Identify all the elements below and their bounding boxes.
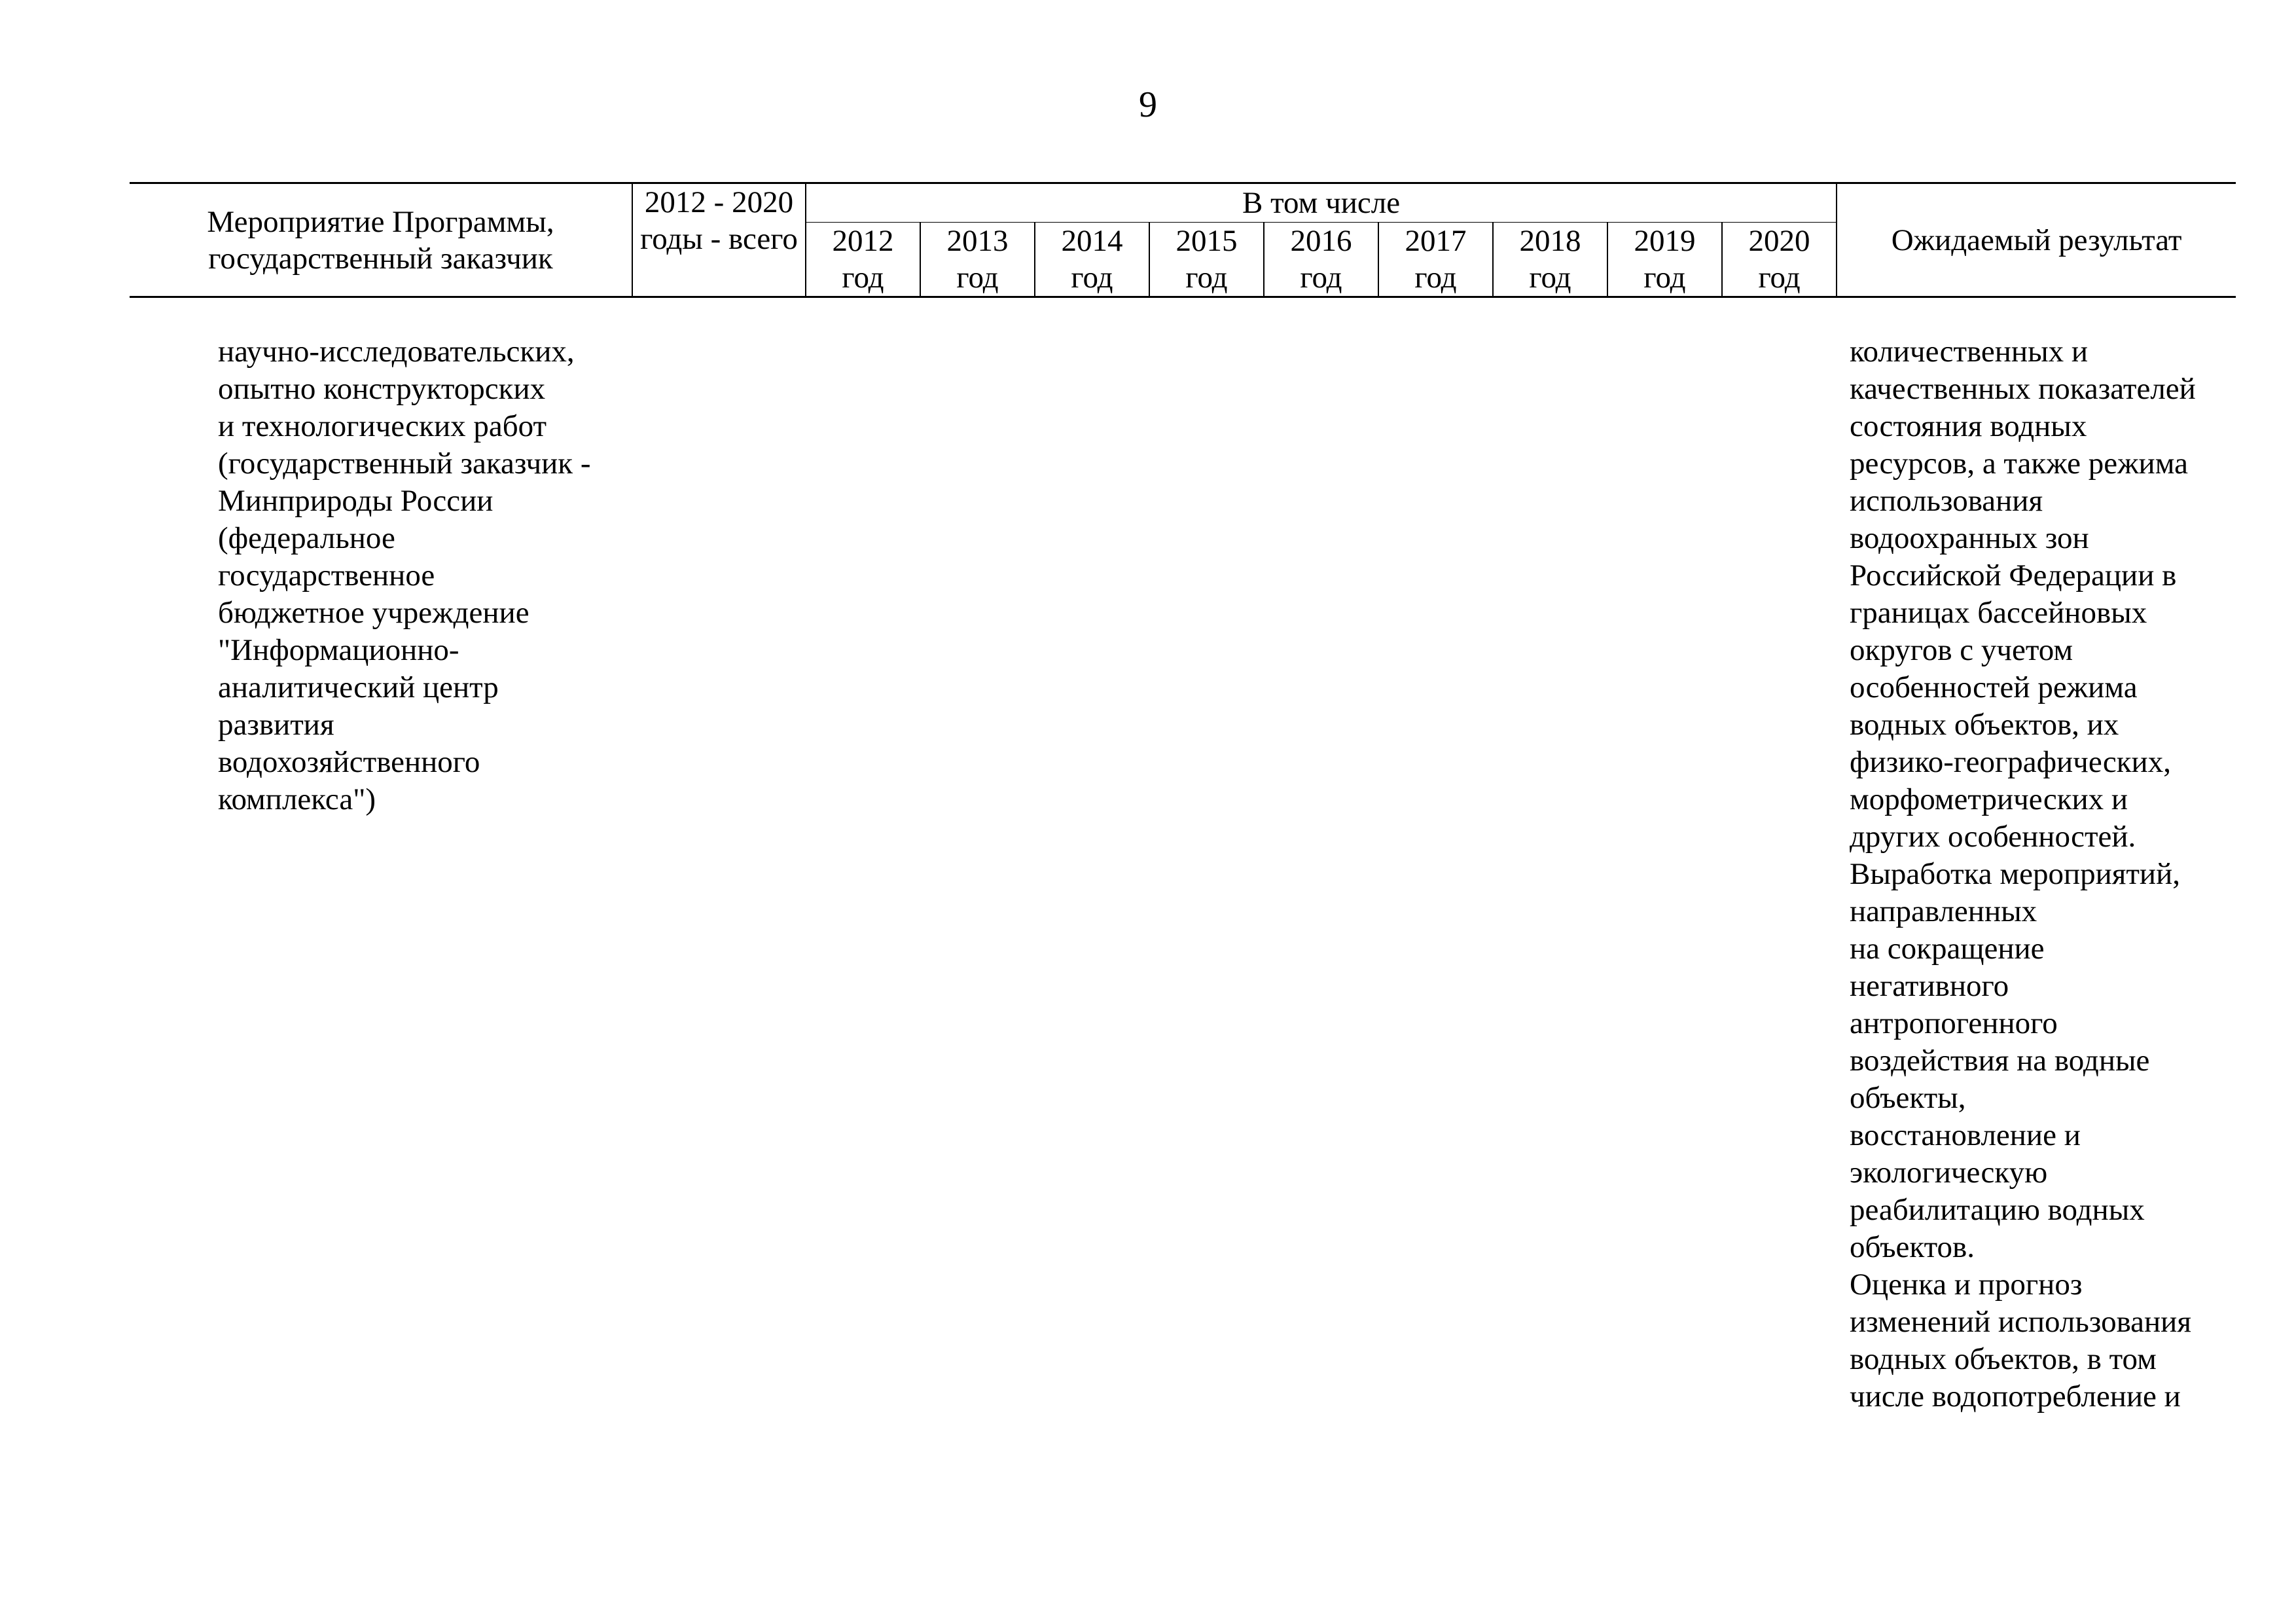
year-number: 2019 [1634,224,1696,258]
result-text-line: восстановление и [1850,1118,2081,1152]
result-text-line: объекты, [1850,1081,1966,1115]
result-text-line: Российской Федерации в [1850,558,2177,593]
measure-text-line: опытно конструкторских [218,372,546,406]
header-year-2019 [1607,223,1722,297]
measure-text-line: государственное [218,558,435,593]
result-text-line: изменений использования [1850,1305,2191,1339]
result-text-line: Выработка мероприятий, [1850,857,2180,891]
year-number: 2012 [832,224,894,258]
result-text-line: других особенностей. [1850,820,2136,854]
result-text-line: направленных [1850,894,2037,928]
result-text-line: экологическую [1850,1156,2048,1190]
year-number: 2020 [1748,224,1810,258]
expected-result-description [1850,333,2242,1415]
result-text-line: морфометрических и [1850,782,2128,816]
result-text-line: на сокращение [1850,932,2045,966]
header-year-2016 [1264,223,1378,297]
year-word: год [956,261,999,295]
result-text-line: водных объектов, в том [1850,1342,2157,1376]
measure-text-line: Минприроды России [218,484,493,518]
result-text-line: водных объектов, их [1850,708,2119,742]
measure-text-line: "Информационно- [218,633,459,667]
result-text-line: водоохранных зон [1850,521,2089,555]
year-number: 2018 [1519,224,1581,258]
result-text-line: состояния водных [1850,409,2087,443]
measure-text-line: аналитический центр [218,670,499,704]
measure-text-line: и технологических работ [218,409,547,443]
measure-text-line: (государственный заказчик - [218,447,591,481]
header-total-column: 2012 - 2020 годы - всего [632,183,806,297]
result-text-line: ресурсов, а также режима [1850,447,2188,481]
result-text-line: реабилитацию водных [1850,1193,2145,1227]
result-text-line: использования [1850,484,2043,518]
table-header [130,182,2236,298]
result-text-line: воздействия на водные [1850,1044,2150,1078]
year-word: год [1643,261,1686,295]
measure-text-line: научно-исследовательских, [218,335,575,369]
result-text-line: объектов. [1850,1230,1975,1264]
year-number: 2014 [1061,224,1123,258]
header-year-2017 [1378,223,1493,297]
year-word: год [1529,261,1571,295]
header-group-label: В том числе [806,183,1837,223]
result-text-line: качественных показателей [1850,372,2196,406]
result-text-line: границах бассейновых [1850,596,2147,630]
header-year-2015 [1149,223,1264,297]
header-year-2018 [1493,223,1607,297]
year-word: год [1414,261,1457,295]
result-text-line: числе водопотребление и [1850,1379,2181,1413]
page-number: 9 [1139,84,1157,125]
header-result-column: Ожидаемый результат [1837,183,2236,297]
year-number: 2016 [1290,224,1352,258]
year-word: год [1185,261,1228,295]
measure-text-line: комплекса") [218,782,376,816]
measure-text-line: бюджетное учреждение [218,596,529,630]
year-word: год [1300,261,1342,295]
header-measure-column: Мероприятие Программы, государственный заказчик [130,183,632,297]
header-year-2020 [1722,223,1837,297]
year-word: год [842,261,884,295]
result-text-line: округов с учетом [1850,633,2073,667]
measure-text-line: (федеральное [218,521,395,555]
result-text-line: особенностей режима [1850,670,2138,704]
measure-text-line: водохозяйственного [218,745,480,779]
measure-text-line: развития [218,708,334,742]
year-word: год [1071,261,1113,295]
year-number: 2017 [1405,224,1467,258]
year-number: 2015 [1175,224,1238,258]
header-year-2014 [1035,223,1149,297]
result-text-line: количественных и [1850,335,2089,369]
result-text-line: Оценка и прогноз [1850,1267,2083,1302]
result-text-line: физико-географических, [1850,745,2171,779]
header-year-2013 [920,223,1035,297]
result-text-line: негативного [1850,969,2009,1003]
year-number: 2013 [946,224,1009,258]
header-year-2012 [806,223,920,297]
year-word: год [1758,261,1801,295]
result-text-line: антропогенного [1850,1006,2058,1040]
measure-description [218,333,650,818]
